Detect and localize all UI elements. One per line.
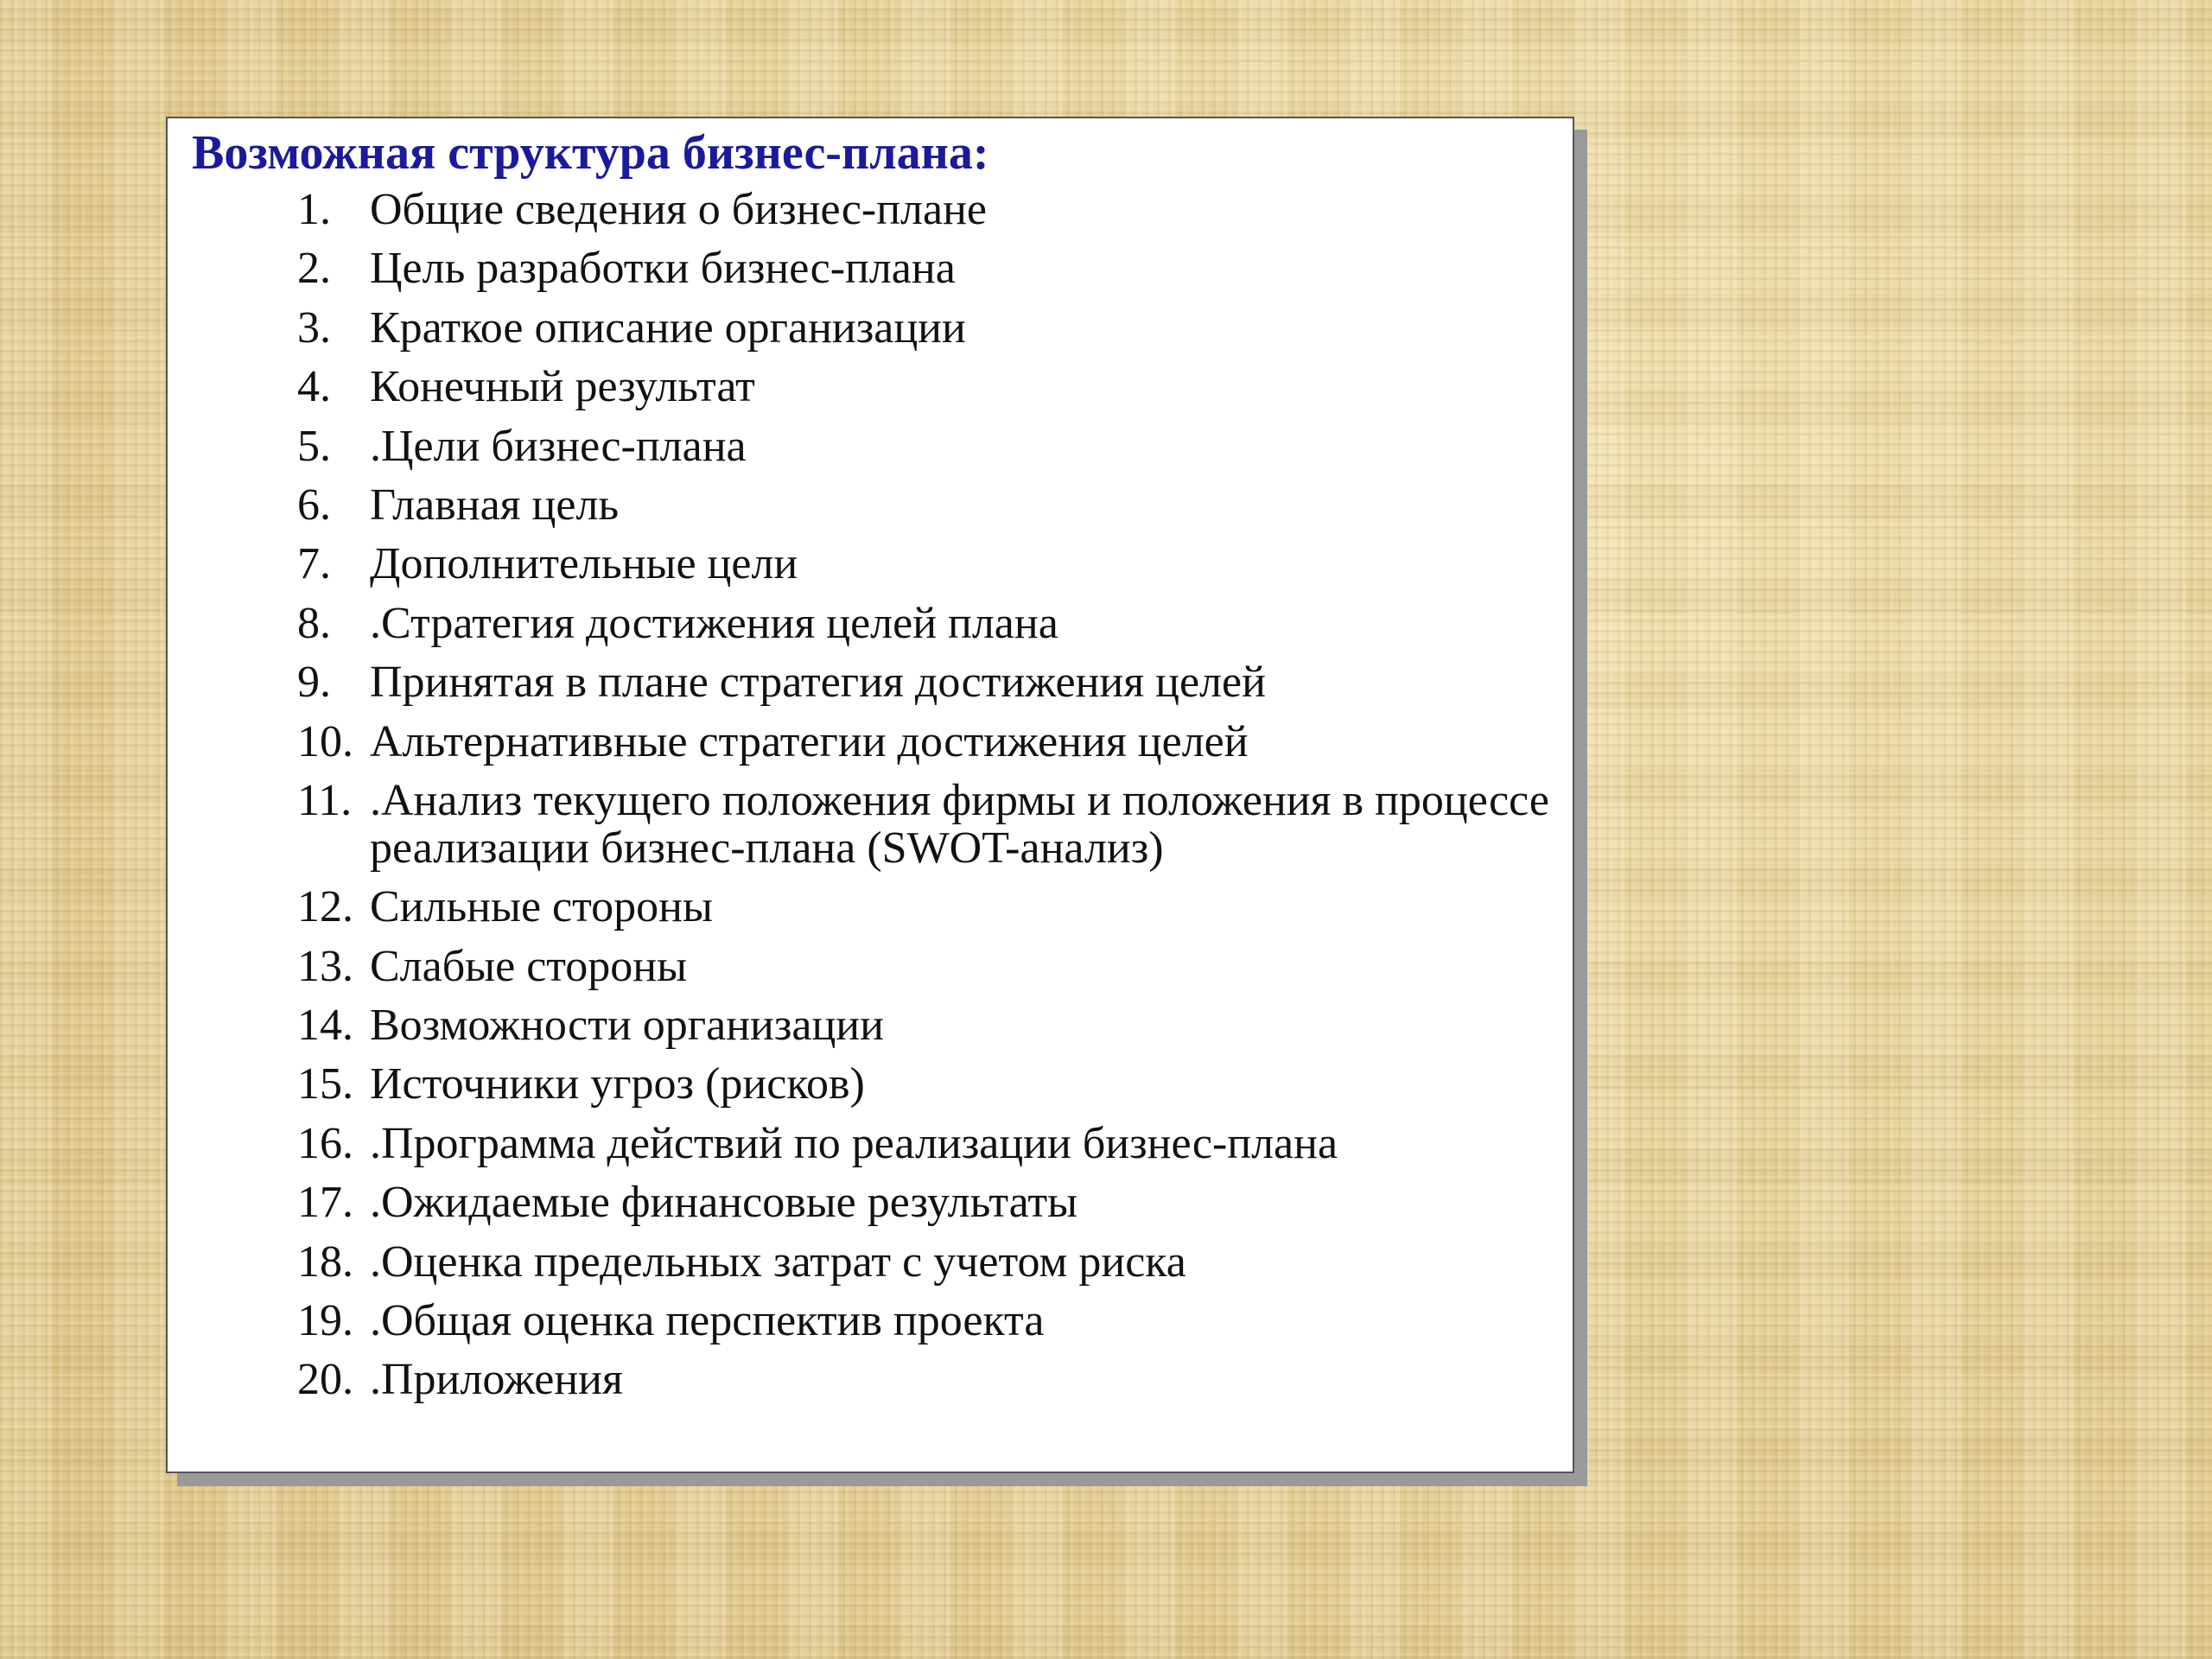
list-item-number: 4. — [297, 362, 331, 412]
list-item — [297, 304, 1559, 352]
list-item-text: Дополнительные цели — [370, 539, 798, 589]
list-item-number: 11. — [297, 775, 353, 825]
list-item-number: 12. — [297, 882, 353, 932]
list-item — [297, 1001, 1559, 1049]
list-item-text: .Ожидаемые финансовые результаты — [370, 1178, 1078, 1228]
list-item-number: 1. — [297, 185, 331, 234]
list-item — [297, 1060, 1559, 1108]
list-item-text: Краткое описание организации — [370, 302, 966, 353]
structure-list — [297, 186, 1559, 1415]
list-item-number: 19. — [297, 1296, 353, 1346]
list-item-number: 8. — [297, 598, 331, 648]
list-item-text: .Стратегия достижения целей плана — [370, 598, 1058, 648]
list-item-number: 13. — [297, 941, 353, 991]
list-item-text: Общие сведения о бизнес-плане — [370, 185, 987, 234]
list-item — [297, 186, 1559, 233]
list-item-number: 9. — [297, 658, 331, 708]
list-item-text: .Общая оценка перспектив проекта — [370, 1296, 1045, 1346]
list-item-number: 6. — [297, 480, 331, 530]
list-item — [297, 423, 1559, 470]
list-item — [297, 1356, 1559, 1403]
list-item-text: Цель разработки бизнес-плана — [370, 244, 956, 294]
list-item-text: Возможности организации — [370, 1001, 884, 1051]
list-item-number: 7. — [297, 539, 331, 589]
content-panel — [166, 117, 1574, 1473]
list-item-text: Альтернативные стратегии достижения целей — [370, 716, 1249, 766]
list-item-number: 5. — [297, 421, 331, 471]
list-item-text: Главная цель — [370, 480, 620, 530]
list-item-number: 18. — [297, 1236, 353, 1287]
list-item — [297, 718, 1559, 766]
list-item-number: 17. — [297, 1178, 353, 1228]
list-item — [297, 1238, 1559, 1286]
list-item-number: 14. — [297, 1001, 353, 1051]
list-item — [297, 1179, 1559, 1226]
list-item-text: Слабые стороны — [370, 941, 688, 991]
list-item-text: .Программа действий по реализации бизнес-плана — [370, 1118, 1338, 1168]
list-item-text: .Оценка предельных затрат с учетом риска — [370, 1236, 1186, 1287]
list-item-number: 2. — [297, 244, 331, 294]
list-item-number: 20. — [297, 1355, 353, 1405]
list-item-text: .Приложения — [370, 1355, 623, 1405]
list-item — [297, 600, 1559, 647]
list-item-text: Сильные стороны — [370, 882, 713, 932]
list-item — [297, 363, 1559, 410]
list-item-number: 15. — [297, 1059, 353, 1109]
list-item — [297, 1120, 1559, 1167]
list-item-text: .Цели бизнес-плана — [370, 421, 747, 471]
list-item-text: Принятая в плане стратегия достижения целей — [370, 658, 1266, 708]
list-item-text: .Анализ текущего положения фирмы и положения в процессе реализации бизнес-плана (SWOT-анализ) — [370, 775, 1549, 873]
list-item-text: Источники угроз (рисков) — [370, 1059, 865, 1109]
list-item — [297, 481, 1559, 529]
list-item — [297, 883, 1559, 931]
list-item — [297, 1297, 1559, 1344]
list-item-number: 10. — [297, 716, 353, 766]
list-item-number: 3. — [297, 302, 331, 353]
slide-title: Возможная структура бизнес-плана: — [192, 126, 989, 180]
list-item — [297, 777, 1559, 872]
list-item — [297, 245, 1559, 292]
list-item-text: Конечный результат — [370, 362, 755, 412]
list-item — [297, 658, 1559, 706]
list-item-number: 16. — [297, 1118, 353, 1168]
list-item — [297, 943, 1559, 990]
list-item — [297, 540, 1559, 588]
